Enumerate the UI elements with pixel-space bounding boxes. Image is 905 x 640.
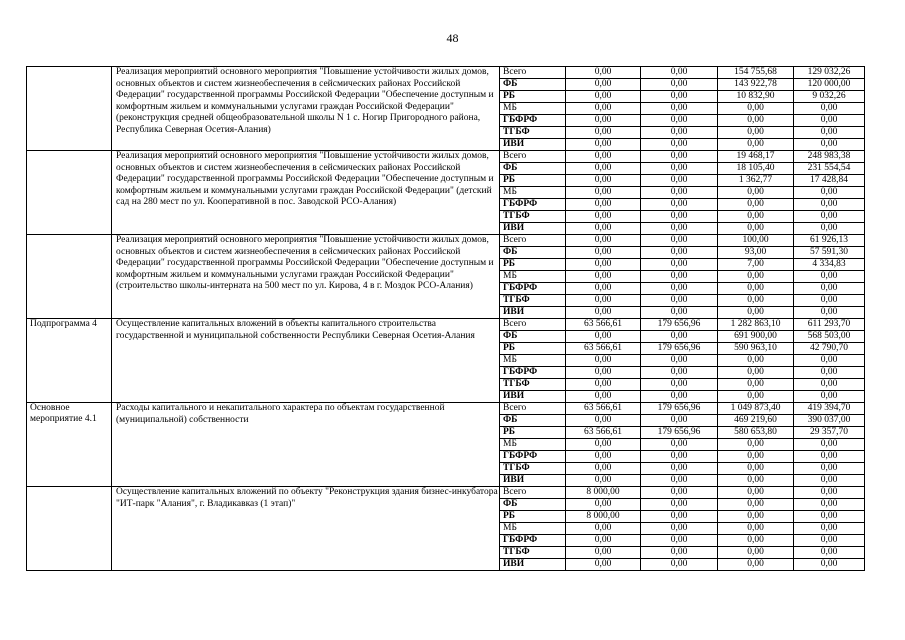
value-cell: 0,00 — [718, 559, 794, 571]
funding-source-cell: ФБ — [500, 499, 566, 511]
value-cell: 0,00 — [718, 367, 794, 379]
value-cell: 0,00 — [566, 91, 641, 103]
funding-source-cell: ТГБФ — [500, 211, 566, 223]
value-cell: 0,00 — [566, 283, 641, 295]
value-cell: 8 000,00 — [566, 487, 641, 499]
section-description-cell: Реализация мероприятий основного мероприятия "Повышение устойчивости жилых домов, основных объектов и систем жизнеобеспечения в сейсмических районах Российской Федерации" государственной программы Российской Федерации "Обеспечение доступным и комфортным жильем и коммунальными услугами граждан Российской Федерации" (детский сад на 280 мест по ул. Кооперативной в пос. Заводской РСО-Алания) — [112, 151, 500, 235]
funding-source-cell: ФБ — [500, 247, 566, 259]
value-cell: 0,00 — [718, 295, 794, 307]
funding-source-cell: МБ — [500, 103, 566, 115]
section-category-cell — [27, 235, 112, 319]
value-cell: 10 832,90 — [718, 91, 794, 103]
value-cell: 179 656,96 — [641, 319, 718, 331]
funding-source-cell: ФБ — [500, 331, 566, 343]
table-row — [27, 67, 865, 79]
value-cell: 0,00 — [794, 487, 865, 499]
value-cell: 19 468,17 — [718, 151, 794, 163]
funding-source-cell: ГБФРФ — [500, 451, 566, 463]
funding-source-cell: ГБФРФ — [500, 115, 566, 127]
value-cell: 0,00 — [794, 223, 865, 235]
value-cell: 0,00 — [641, 115, 718, 127]
value-cell: 0,00 — [566, 451, 641, 463]
funding-source-cell: ТГБФ — [500, 127, 566, 139]
value-cell: 1 049 873,40 — [718, 403, 794, 415]
value-cell: 0,00 — [641, 415, 718, 427]
value-cell: 0,00 — [718, 487, 794, 499]
value-cell: 0,00 — [794, 499, 865, 511]
value-cell: 0,00 — [641, 511, 718, 523]
funding-source-cell: ГБФРФ — [500, 367, 566, 379]
value-cell: 18 105,40 — [718, 163, 794, 175]
value-cell: 0,00 — [641, 295, 718, 307]
funding-source-cell: МБ — [500, 187, 566, 199]
value-cell: 0,00 — [718, 103, 794, 115]
section-description-cell: Реализация мероприятий основного мероприятия "Повышение устойчивости жилых домов, основных объектов и систем жизнеобеспечения в сейсмических районах Российской Федерации" государственной программы Российской Федерации "Обеспечение доступным и комфортным жильем и коммунальными услугами граждан Российской Федерации" (строительство школы-интерната на 500 мест по ул. Кирова, 4 в г. Моздок РСО-Алания) — [112, 235, 500, 319]
funding-source-cell: ТГБФ — [500, 547, 566, 559]
value-cell: 0,00 — [566, 235, 641, 247]
value-cell: 0,00 — [718, 451, 794, 463]
value-cell: 1 362,77 — [718, 175, 794, 187]
budget-table-sheet — [26, 66, 864, 594]
funding-source-cell: ТГБФ — [500, 379, 566, 391]
funding-source-cell: Всего — [500, 403, 566, 415]
funding-source-cell: Всего — [500, 235, 566, 247]
funding-source-cell: МБ — [500, 271, 566, 283]
value-cell: 0,00 — [641, 163, 718, 175]
value-cell: 0,00 — [794, 355, 865, 367]
funding-source-cell: ГБФРФ — [500, 283, 566, 295]
funding-source-cell: МБ — [500, 355, 566, 367]
value-cell: 129 032,26 — [794, 67, 865, 79]
funding-source-cell: РБ — [500, 427, 566, 439]
value-cell: 0,00 — [794, 295, 865, 307]
value-cell: 0,00 — [794, 103, 865, 115]
funding-source-cell: МБ — [500, 523, 566, 535]
value-cell: 0,00 — [794, 127, 865, 139]
value-cell: 0,00 — [566, 535, 641, 547]
value-cell: 154 755,68 — [718, 67, 794, 79]
value-cell: 0,00 — [641, 523, 718, 535]
value-cell: 100,00 — [718, 235, 794, 247]
value-cell: 0,00 — [794, 283, 865, 295]
table-row — [27, 319, 865, 331]
funding-source-cell: РБ — [500, 259, 566, 271]
value-cell: 0,00 — [566, 415, 641, 427]
value-cell: 57 591,30 — [794, 247, 865, 259]
value-cell: 0,00 — [718, 127, 794, 139]
value-cell: 0,00 — [794, 187, 865, 199]
value-cell: 0,00 — [566, 247, 641, 259]
value-cell: 0,00 — [794, 451, 865, 463]
value-cell: 0,00 — [566, 475, 641, 487]
value-cell: 0,00 — [566, 127, 641, 139]
value-cell: 0,00 — [718, 391, 794, 403]
value-cell: 0,00 — [641, 211, 718, 223]
value-cell: 29 357,70 — [794, 427, 865, 439]
value-cell: 0,00 — [566, 295, 641, 307]
funding-source-cell: РБ — [500, 175, 566, 187]
value-cell: 0,00 — [794, 523, 865, 535]
value-cell: 0,00 — [641, 463, 718, 475]
value-cell: 0,00 — [718, 547, 794, 559]
value-cell: 0,00 — [641, 79, 718, 91]
value-cell: 0,00 — [718, 439, 794, 451]
value-cell: 0,00 — [566, 139, 641, 151]
value-cell: 0,00 — [718, 475, 794, 487]
value-cell: 0,00 — [641, 391, 718, 403]
value-cell: 0,00 — [718, 523, 794, 535]
budget-table-body — [27, 67, 865, 571]
value-cell: 0,00 — [566, 499, 641, 511]
value-cell: 61 926,13 — [794, 235, 865, 247]
value-cell: 0,00 — [794, 211, 865, 223]
value-cell: 0,00 — [641, 139, 718, 151]
value-cell: 0,00 — [566, 115, 641, 127]
value-cell: 0,00 — [718, 463, 794, 475]
value-cell: 0,00 — [566, 223, 641, 235]
value-cell: 0,00 — [718, 511, 794, 523]
value-cell: 7,00 — [718, 259, 794, 271]
value-cell: 0,00 — [718, 187, 794, 199]
section-category-cell: Основное мероприятие 4.1 — [27, 403, 112, 487]
value-cell: 0,00 — [794, 463, 865, 475]
funding-source-cell: ИВИ — [500, 475, 566, 487]
value-cell: 0,00 — [566, 175, 641, 187]
value-cell: 0,00 — [641, 247, 718, 259]
value-cell: 0,00 — [794, 271, 865, 283]
value-cell: 0,00 — [718, 115, 794, 127]
section-description-cell: Расходы капитального и некапитального характера по объектам государственной (муниципальной) собственности — [112, 403, 500, 487]
value-cell: 0,00 — [641, 235, 718, 247]
value-cell: 590 963,10 — [718, 343, 794, 355]
funding-source-cell: РБ — [500, 511, 566, 523]
funding-source-cell: Всего — [500, 487, 566, 499]
value-cell: 9 032,26 — [794, 91, 865, 103]
value-cell: 0,00 — [641, 331, 718, 343]
value-cell: 0,00 — [566, 259, 641, 271]
funding-source-cell: Всего — [500, 151, 566, 163]
value-cell: 0,00 — [641, 451, 718, 463]
value-cell: 691 900,00 — [718, 331, 794, 343]
value-cell: 0,00 — [641, 487, 718, 499]
value-cell: 0,00 — [641, 187, 718, 199]
table-row — [27, 235, 865, 247]
value-cell: 0,00 — [641, 379, 718, 391]
value-cell: 0,00 — [566, 151, 641, 163]
value-cell: 63 566,61 — [566, 403, 641, 415]
value-cell: 0,00 — [566, 103, 641, 115]
value-cell: 0,00 — [566, 355, 641, 367]
value-cell: 611 293,70 — [794, 319, 865, 331]
value-cell: 0,00 — [566, 523, 641, 535]
value-cell: 0,00 — [641, 307, 718, 319]
section-category-cell — [27, 67, 112, 151]
value-cell: 0,00 — [641, 535, 718, 547]
value-cell: 568 503,00 — [794, 331, 865, 343]
table-row — [27, 151, 865, 163]
section-category-cell — [27, 487, 112, 571]
funding-source-cell: ГБФРФ — [500, 199, 566, 211]
section-description-cell: Реализация мероприятий основного мероприятия "Повышение устойчивости жилых домов, основных объектов и систем жизнеобеспечения в сейсмических районах Российской Федерации" государственной программы Российской Федерации "Обеспечение доступным и комфортным жильем и коммунальными услугами граждан Российской Федерации" (реконструкция средней общеобразовательной школы N 1 с. Ногир Пригородного района, Республика Северная Осетия-Алания) — [112, 67, 500, 151]
value-cell: 0,00 — [641, 271, 718, 283]
value-cell: 0,00 — [566, 199, 641, 211]
value-cell: 0,00 — [718, 379, 794, 391]
funding-source-cell: РБ — [500, 343, 566, 355]
value-cell: 17 428,84 — [794, 175, 865, 187]
value-cell: 0,00 — [641, 559, 718, 571]
funding-source-cell: ФБ — [500, 79, 566, 91]
value-cell: 0,00 — [566, 271, 641, 283]
value-cell: 0,00 — [566, 187, 641, 199]
value-cell: 143 922,78 — [718, 79, 794, 91]
value-cell: 0,00 — [641, 223, 718, 235]
value-cell: 0,00 — [794, 199, 865, 211]
value-cell: 0,00 — [794, 535, 865, 547]
value-cell: 580 653,80 — [718, 427, 794, 439]
value-cell: 0,00 — [641, 499, 718, 511]
funding-source-cell: ИВИ — [500, 307, 566, 319]
funding-source-cell: ФБ — [500, 163, 566, 175]
value-cell: 0,00 — [641, 103, 718, 115]
value-cell: 0,00 — [794, 391, 865, 403]
table-row — [27, 487, 865, 499]
section-description-cell: Осуществление капитальных вложений в объекты капитального строительства государственной и муниципальной собственности Республики Северная Осетия-Алания — [112, 319, 500, 403]
value-cell: 0,00 — [794, 367, 865, 379]
value-cell: 0,00 — [794, 559, 865, 571]
budget-table — [26, 66, 865, 571]
funding-source-cell: Всего — [500, 67, 566, 79]
value-cell: 63 566,61 — [566, 343, 641, 355]
value-cell: 0,00 — [718, 271, 794, 283]
value-cell: 0,00 — [718, 199, 794, 211]
value-cell: 0,00 — [566, 463, 641, 475]
value-cell: 0,00 — [641, 547, 718, 559]
section-category-cell: Подпрограмма 4 — [27, 319, 112, 403]
value-cell: 0,00 — [566, 559, 641, 571]
value-cell: 0,00 — [718, 535, 794, 547]
value-cell: 0,00 — [718, 139, 794, 151]
value-cell: 63 566,61 — [566, 427, 641, 439]
value-cell: 0,00 — [718, 307, 794, 319]
funding-source-cell: Всего — [500, 319, 566, 331]
page-number: 48 — [446, 31, 459, 45]
value-cell: 0,00 — [794, 475, 865, 487]
value-cell: 0,00 — [794, 439, 865, 451]
value-cell: 0,00 — [641, 283, 718, 295]
value-cell: 8 000,00 — [566, 511, 641, 523]
value-cell: 0,00 — [641, 199, 718, 211]
funding-source-cell: ИВИ — [500, 391, 566, 403]
value-cell: 0,00 — [566, 439, 641, 451]
value-cell: 179 656,96 — [641, 427, 718, 439]
value-cell: 0,00 — [641, 175, 718, 187]
funding-source-cell: ИВИ — [500, 223, 566, 235]
funding-source-cell: ГБФРФ — [500, 535, 566, 547]
funding-source-cell: ИВИ — [500, 139, 566, 151]
section-category-cell — [27, 151, 112, 235]
value-cell: 0,00 — [641, 67, 718, 79]
value-cell: 419 394,70 — [794, 403, 865, 415]
value-cell: 0,00 — [566, 331, 641, 343]
value-cell: 0,00 — [566, 379, 641, 391]
value-cell: 0,00 — [641, 439, 718, 451]
value-cell: 0,00 — [641, 127, 718, 139]
value-cell: 0,00 — [718, 355, 794, 367]
value-cell: 179 656,96 — [641, 403, 718, 415]
value-cell: 0,00 — [794, 115, 865, 127]
value-cell: 0,00 — [566, 79, 641, 91]
value-cell: 0,00 — [641, 475, 718, 487]
value-cell: 0,00 — [641, 367, 718, 379]
table-row — [27, 403, 865, 415]
value-cell: 0,00 — [794, 139, 865, 151]
value-cell: 0,00 — [641, 355, 718, 367]
value-cell: 0,00 — [794, 547, 865, 559]
value-cell: 93,00 — [718, 247, 794, 259]
value-cell: 0,00 — [566, 547, 641, 559]
value-cell: 0,00 — [718, 283, 794, 295]
value-cell: 0,00 — [794, 307, 865, 319]
value-cell: 120 000,00 — [794, 79, 865, 91]
value-cell: 0,00 — [718, 499, 794, 511]
funding-source-cell: ТГБФ — [500, 295, 566, 307]
value-cell: 0,00 — [794, 379, 865, 391]
value-cell: 0,00 — [718, 211, 794, 223]
value-cell: 1 282 863,10 — [718, 319, 794, 331]
funding-source-cell: ИВИ — [500, 559, 566, 571]
value-cell: 4 334,83 — [794, 259, 865, 271]
funding-source-cell: ТГБФ — [500, 463, 566, 475]
value-cell: 0,00 — [566, 307, 641, 319]
funding-source-cell: ФБ — [500, 415, 566, 427]
value-cell: 0,00 — [566, 367, 641, 379]
value-cell: 179 656,96 — [641, 343, 718, 355]
value-cell: 0,00 — [641, 151, 718, 163]
value-cell: 0,00 — [794, 511, 865, 523]
value-cell: 0,00 — [566, 67, 641, 79]
funding-source-cell: РБ — [500, 91, 566, 103]
funding-source-cell: МБ — [500, 439, 566, 451]
value-cell: 248 983,38 — [794, 151, 865, 163]
value-cell: 0,00 — [566, 211, 641, 223]
value-cell: 390 037,00 — [794, 415, 865, 427]
value-cell: 0,00 — [566, 163, 641, 175]
section-description-cell: Осуществление капитальных вложений по объекту "Реконструкция здания бизнес-инкубатора "ИТ-парк "Алания", г. Владикавказ (1 этап)" — [112, 487, 500, 571]
value-cell: 0,00 — [566, 391, 641, 403]
value-cell: 63 566,61 — [566, 319, 641, 331]
value-cell: 469 219,60 — [718, 415, 794, 427]
value-cell: 0,00 — [718, 223, 794, 235]
value-cell: 0,00 — [641, 259, 718, 271]
value-cell: 231 554,54 — [794, 163, 865, 175]
value-cell: 42 790,70 — [794, 343, 865, 355]
value-cell: 0,00 — [641, 91, 718, 103]
